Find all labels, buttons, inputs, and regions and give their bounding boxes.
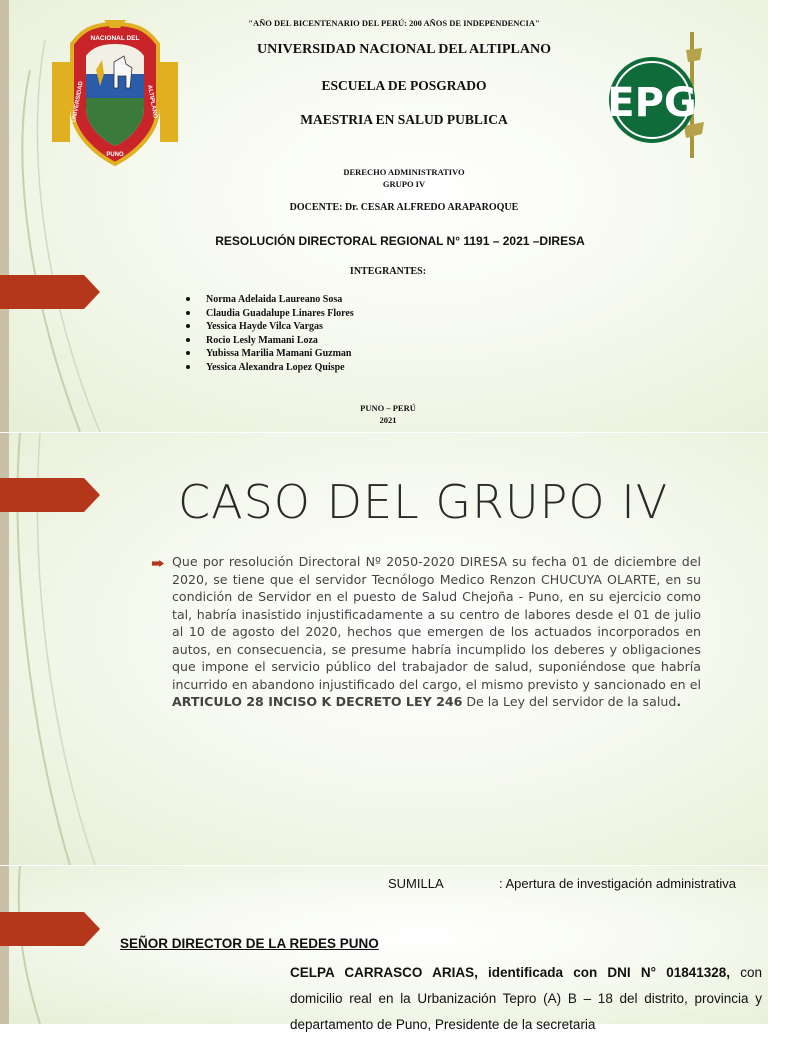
red-tab-marker	[0, 275, 100, 309]
letter-text: con domicilio real en la Urbanización Tepro (A) B – 18 del distrito, provincia y departamento de Puno, Presidente de la secretaria	[290, 965, 762, 1032]
shield-text-left: UNIVERSIDAD	[71, 80, 85, 123]
letter-dni: 01841328,	[666, 965, 731, 980]
addressee: SEÑOR DIRECTOR DE LA REDES PUNO	[120, 936, 379, 951]
course-name: DERECHO ADMINISTRATIVO	[343, 167, 465, 177]
list-item: Claudia Guadalupe Linares Flores	[180, 307, 354, 321]
case-text-end: De la Ley del servidor de la salud	[462, 694, 677, 709]
school-name: ESCUELA DE POSGRADO	[321, 78, 487, 93]
teacher-name: DOCENTE: Dr. CESAR ALFREDO ARAPAROQUE	[289, 202, 519, 213]
group-name: GRUPO IV	[382, 179, 426, 189]
shield-text-right: ALTIPLANO	[146, 84, 158, 120]
list-item: Yessica Alexandra Lopez Quispe	[180, 361, 354, 375]
university-name: UNIVERSIDAD NACIONAL DEL ALTIPLANO	[257, 42, 551, 57]
sumilla-label: SUMILLA	[388, 876, 444, 891]
program-name: MAESTRIA EN SALUD PUBLICA	[300, 112, 508, 127]
list-item: Yubissa Marilia Mamani Guzman	[180, 347, 354, 361]
epg-logo-text: EPG	[607, 80, 697, 126]
members-heading: INTEGRANTES:	[349, 266, 427, 277]
place: PUNO – PERÚ	[360, 403, 416, 413]
slide-title	[0, 0, 768, 432]
letter-paragraph	[290, 960, 762, 1038]
resolution-title: RESOLUCIÓN DIRECTORAL REGIONAL N° 1191 – 2021 –DIRESA	[215, 234, 585, 248]
list-item: Rocio Lesly Mamani Loza	[180, 334, 354, 348]
red-tab-marker	[0, 478, 100, 512]
arrow-bullet-icon	[152, 560, 164, 567]
left-bar	[0, 0, 9, 432]
letter-name: CELPA CARRASCO ARIAS, identificada con DNI N°	[290, 965, 657, 980]
case-text-period: .	[676, 694, 682, 709]
list-item: Norma Adelaida Laureano Sosa	[180, 293, 354, 307]
slide-letter	[0, 866, 768, 1032]
shield-text-top: NACIONAL DEL	[90, 35, 140, 42]
slide-title: CASO DEL GRUPO IV	[178, 475, 669, 529]
case-text-body: Que por resolución Directoral Nº 2050-2020 DIRESA su fecha 01 de diciembre del 2020, se tiene que el servidor Tecnólogo Medico Renzon CHUCUYA OLARTE, en su condición de Servidor en el puesto de Salud Chejoña - Puno, en su ejercicio como tal, habría inasistido injustificadamente a su centro de labores desde el 01 de julio al 10 de agosto del 2020, hechos que emergen de los actuados incorporados en autos, en consecuencia, se presume habría incumplido los deberes y obligaciones que impone el servicio público del trabajador de salud, suponiéndose que habría incurrido en abandono injustificado del cargo, el mismo previsto y sancionado en el	[172, 554, 701, 692]
members-list	[180, 293, 354, 374]
red-tab-marker	[0, 912, 100, 946]
year: 2021	[379, 415, 397, 425]
case-paragraph	[172, 553, 701, 711]
list-item: Yessica Hayde Vilca Vargas	[180, 320, 354, 334]
slide-case	[0, 433, 768, 865]
shield-text-bottom: PUNO	[106, 152, 124, 158]
year-motto: "AÑO DEL BICENTENARIO DEL PERÚ: 200 AÑOS DE INDEPENDENCIA"	[248, 18, 540, 28]
case-text-article: ARTICULO 28 INCISO K DECRETO LEY 246	[172, 694, 463, 709]
sumilla-value: : Apertura de investigación administrativa	[499, 876, 737, 891]
